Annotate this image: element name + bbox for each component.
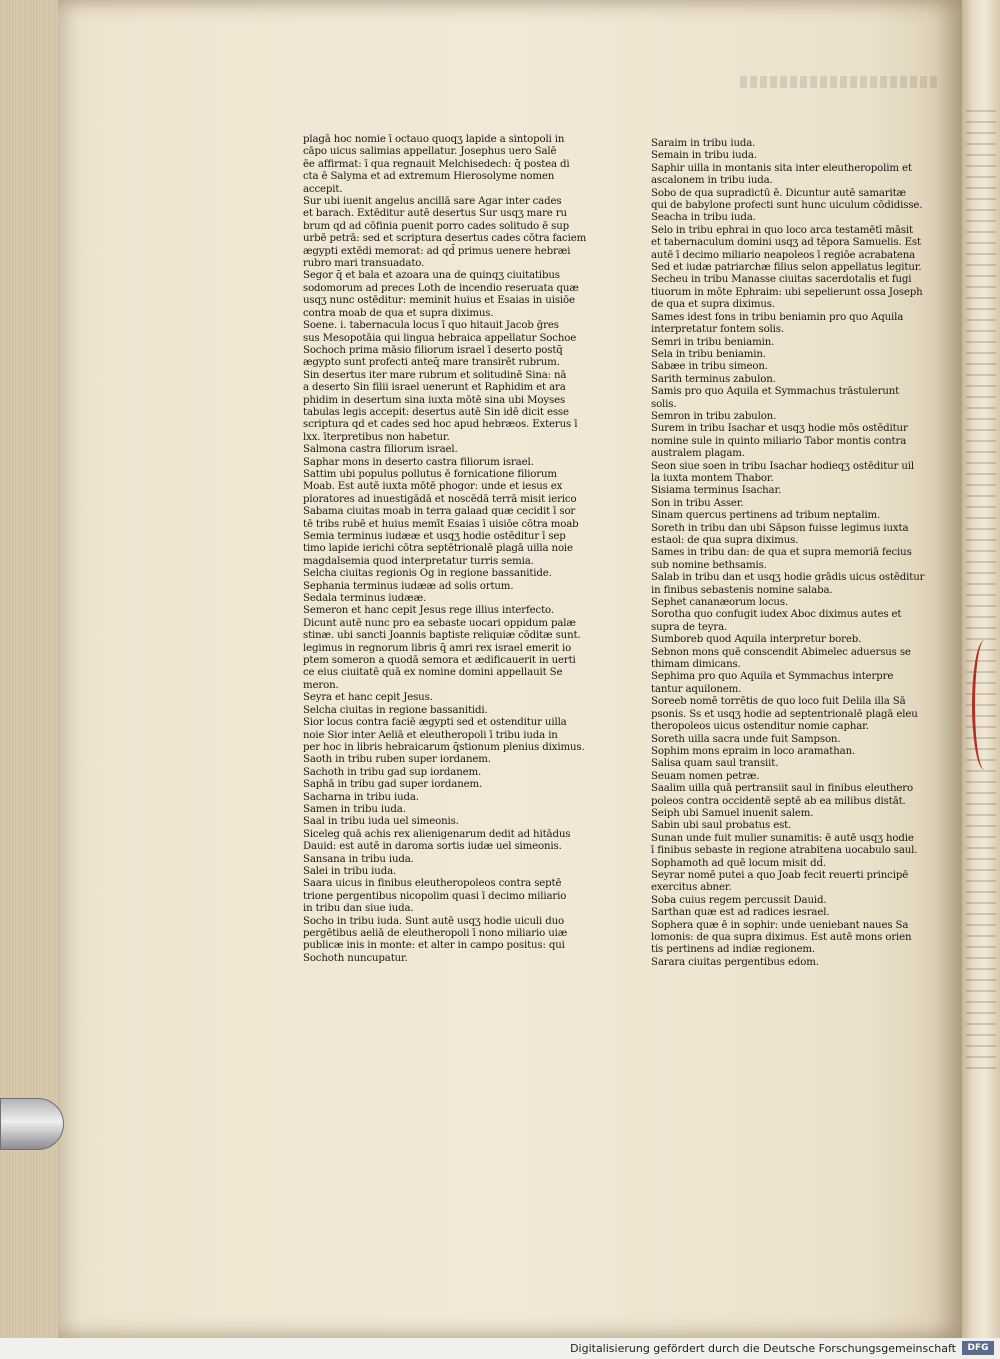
text-line: meron. (303, 679, 339, 691)
text-line: Semri in tribu beniamin. (651, 336, 775, 348)
text-line: Socho in tribu iuda. Sunt autē usqʒ hodie uiculi duo (303, 915, 564, 927)
text-line: Saara uicus in finibus eleutheropoleos contra septē (303, 878, 562, 890)
text-line: Dicunt autē nunc pro ea sebaste uocari oppidum palæ (303, 617, 576, 629)
text-line: in tribu dan siue iuda. (303, 903, 414, 915)
text-line: Siceleg quā achis rex alienigenarum dedit ad hitādus (303, 828, 571, 840)
text-line: Selo in tribu ephrai in quo loco arca testamētī māsit (651, 224, 913, 236)
text-line: Sophamoth ad quē locum misit dd̄. (651, 857, 826, 869)
text-line: cāpo uicus salimias appellatur. Josephus uero Salē (303, 146, 557, 158)
text-line: Samen in tribu iuda. (303, 803, 406, 815)
footer-bar (0, 1338, 1000, 1359)
text-line: ascalonem in tribu iuda. (651, 175, 773, 187)
text-line: Sochoth nuncupatur. (303, 952, 408, 964)
text-line: Sed et iudæ patriarchæ filius selon appellatus legitur. (651, 262, 922, 274)
text-line: Sabæe in tribu simeon. (651, 361, 768, 373)
text-line: sodomorum ad preces Loth de incendio reseruata quæ (303, 282, 579, 294)
text-line: Seiph ubi Samuel inuenit salem. (651, 807, 814, 819)
text-line: la iuxta montem Thabor. (651, 472, 774, 484)
text-line: Sephania terminus iudææ ad solis ortum. (303, 580, 514, 592)
text-line: Sabama ciuitas moab in terra galaad quæ cecidit ī sor (303, 506, 576, 518)
facing-page-edge (962, 0, 1000, 1338)
text-line: Sedala terminus iudææ. (303, 593, 427, 605)
text-line: Samis pro quo Aquila et Symmachus trāstulerunt (651, 386, 900, 398)
text-line: tiuorum in mōte Ephraim: ubi sepelierunt ossa Joseph (651, 286, 923, 298)
text-line: tantur aquilonem. (651, 683, 742, 695)
text-line: plagā hoc nomie ī octauo quoqʒ lapide a sintopoli in (303, 134, 565, 145)
text-line: urbē petrā: sed et scriptura desertus cades cōtra faciem (303, 233, 587, 245)
text-line: Sames in tribu dan: de qua et supra memoriā fecius (651, 547, 912, 559)
text-line: brum qd ad cōfinia puenit porro cades solitudo ē sup (303, 220, 569, 232)
text-line: usqʒ nunc ostēditur: meminit huius et Esaias in uisiōe (303, 295, 575, 307)
text-line: qui de babylone profecti sunt hunc uiculum cōdidisse. (651, 200, 923, 212)
show-through-header (740, 76, 940, 88)
dfg-logo: DFG (962, 1341, 994, 1355)
text-line: et barach. Extēditur autē desertus Sur usqʒ mare ru (303, 208, 567, 220)
text-line: contra moab de qua et supra diximus. (303, 307, 494, 319)
text-line: Saalim uilla quā pertransiit saul in finibus eleuthero (651, 783, 913, 795)
text-line: Son in tribu Asser. (651, 497, 744, 509)
text-line: Sinam quercus pertinens ad tribum neptalim. (651, 510, 881, 522)
text-line: ce eius ciuitatē quā ex nomine domini appellauit Se (303, 667, 563, 679)
text-line: solis. (651, 398, 677, 410)
text-line: magdalsemia quod interpretatur turris semia. (303, 555, 534, 567)
text-line: Seyrar nomē putei a quo Joab fecit reuerti principē (651, 869, 909, 881)
text-line: Sacharna in tribu iuda. (303, 791, 419, 803)
text-line: legimus in regnorum libris q̄ amri rex israel emerit io (303, 642, 572, 654)
text-line: Soreeb nomē torrētis de quo loco fuit Delila illa Sā (651, 696, 906, 708)
text-line: cta ē Salyma et ad extremum Hierosolyme nomen (303, 171, 555, 183)
text-line: Sur ubi iuenit angelus ancillā sare Agar inter cades (303, 196, 562, 208)
text-line: Saphar mons in deserto castra filiorum israel. (303, 456, 534, 468)
text-line: accepit. (303, 183, 343, 195)
text-line: tē tribs rubē et huius memīt Esaias ī uisiōe cōtra moab (303, 518, 579, 530)
text-line: Seacha in tribu iuda. (651, 212, 756, 224)
text-line: estaol: de qua supra diximus. (651, 535, 799, 546)
text-line: Secheu in tribu Manasse ciuitas sacerdotalis et fugi (651, 274, 912, 286)
text-column-right (651, 138, 931, 969)
text-line: Surem in tribu Isachar et usqʒ hodie mōs ostēditur (651, 423, 908, 435)
rubrication-mark (972, 640, 997, 770)
text-line: Semron in tribu zabulon. (651, 410, 777, 422)
digitization-credit: Digitalisierung gefördert durch die Deutsche Forschungsgemeinschaft (570, 1342, 956, 1355)
text-line: Sarith terminus zabulon. (651, 373, 776, 385)
text-line: ptem someron a quodā semora et ædificauerit in uerti (303, 655, 576, 667)
text-column-left (303, 134, 587, 965)
text-line: sus Mesopotāia qui lingua hebraica appellatur Sochoe (303, 332, 577, 344)
text-line: Saraim in tribu iuda. (651, 138, 756, 149)
text-line: Sephima pro quo Aquila et Symmachus interpre (651, 671, 894, 683)
text-line: Soene. i. tabernacula locus ī quo hitauit Jacob ḡres (303, 320, 559, 332)
text-line: ploratores ad inuestigādā et noscēdā terrā misit ierico (303, 493, 577, 505)
text-line: nomine sule in quinto miliario Tabor montis contra (651, 435, 907, 447)
text-line: autē ī decimo miliario neapoleos ī regiōe acrabatena (651, 249, 916, 261)
text-line: Saphā in tribu gad super iordanem. (303, 779, 483, 791)
text-line: ægypti extēdi memorat: ad qd̄ primus uenere hebræi (303, 245, 571, 257)
text-line: pergētibus aeliā de eleutheropoli ī nono miliario uiæ (303, 928, 568, 939)
text-line: de qua et supra diximus. (651, 299, 775, 311)
text-line: Saal in tribu iuda uel simeonis. (303, 816, 459, 828)
text-line: theropoleos uicus ostenditur nomie caphar. (651, 721, 869, 733)
text-line: poleos contra occidentē septē ab ea milibus distāt. (651, 795, 906, 807)
text-line: Semain in tribu iuda. (651, 150, 757, 162)
text-line: trione pergentibus nicopolim quasi ī decimo miliario (303, 890, 567, 902)
text-line: exercitus abner. (651, 882, 732, 894)
text-line: australem plagam. (651, 448, 745, 460)
text-line: Salisa quam saul transiit. (651, 758, 779, 770)
text-line: Salei in tribu iuda. (303, 865, 397, 877)
text-line: Sabin ubi saul probatus est. (651, 820, 792, 832)
text-line: phidim in desertum sina iuxta mōtē sina ubi Moyses (303, 394, 566, 406)
text-line: Soreth uilla sacra unde fuit Sampson. (651, 733, 841, 745)
text-line: Segor q̄ et bala et azoara una de quinqʒ ciuitatibus (303, 270, 560, 282)
text-line: lomonis: de qua supra diximus. Est autē mons orien (651, 932, 912, 943)
text-line: Sisiama terminus Isachar. (651, 485, 782, 497)
text-line: Sattim ubi populus pollutus ē fornicatione filiorum (303, 468, 557, 480)
text-line: tis pertinens ad indiæ regionem. (651, 944, 815, 956)
text-line: Sophera quæ ē in sophir: unde ueniebant naues Sa (651, 919, 909, 931)
bleed-through-text (966, 110, 996, 1070)
text-line: interpretatur fontem solis. (651, 324, 784, 336)
text-line: noie Sior inter Aeliā et eleutheropoli ī tribu iuda in (303, 729, 558, 741)
text-line: Sin desertus iter mare rubrum et solitudinē Sina: nā (303, 369, 567, 381)
text-line: Sansana in tribu iuda. (303, 853, 414, 865)
text-line: publicæ inis in monte: et alter in campo positus: qui (303, 940, 565, 952)
text-line: ī finibus sebaste in regione atrabitena uocabulo saul. (651, 845, 918, 857)
text-line: Semeron et hanc cepit Jesus rege illius interfecto. (303, 605, 554, 617)
text-line: psonis. Ss et usqʒ hodie ad septentrionalē plagā eleu (651, 708, 918, 720)
text-line: Semia terminus iudææ et usqʒ hodie ostēditur ī sep (303, 531, 566, 542)
text-line: Sophim mons epraim in loco aramathan. (651, 745, 856, 757)
text-line: in finibus sebastenis nomine salaba. (651, 584, 833, 596)
text-line: per hoc in libris hebraicarum q̄stionum plenius diximus. (303, 741, 585, 753)
text-line: scriptura qd et cades sed hoc apud hebræos. Exterus ī (303, 419, 578, 431)
text-line: Seyra et hanc cepit Jesus. (303, 692, 433, 704)
text-line: tabulas legis accepit: desertus autē Sin idē dicit esse (303, 406, 569, 418)
text-line: Sachoth in tribu gad sup iordanem. (303, 766, 482, 778)
text-line: ægypto sunt profecti anteq̄ mare transirēt rubrum. (303, 357, 560, 369)
text-line: Seuam nomen petræ. (651, 770, 760, 782)
text-line: Selcha ciuitas in regione bassanitidi. (303, 704, 488, 716)
text-line: Sochoch prima māsio filiorum israel ī deserto postq̄ (303, 344, 563, 356)
text-line: Salmona castra filiorum israel. (303, 444, 458, 456)
text-line: Sela in tribu beniamin. (651, 348, 766, 360)
text-line: timo lapide ierichi cōtra septētrionalē plagā uilla noie (303, 543, 573, 555)
text-line: thimam dimicans. (651, 659, 741, 671)
text-line: supra de teyra. (651, 621, 728, 633)
text-line: Soba cuius regem percussit Dauid. (651, 894, 827, 906)
text-line: Sames idest fons in tribu beniamin pro quo Aquila (651, 311, 904, 323)
text-line: sub nomine bethsamis. (651, 559, 767, 571)
text-line: Sarara ciuitas pergentibus edom. (651, 956, 819, 968)
text-line: Salab in tribu dan et usqʒ hodie grādis uicus ostēditur (651, 572, 925, 584)
text-line: et tabernaculum domini usqʒ ad tēpora Samuelis. Est (651, 237, 921, 249)
text-line: Sorotha quo confugit iudex Aboc diximus autes et (651, 609, 902, 621)
text-line: rubro mari transuadato. (303, 258, 425, 270)
text-line: Sunan unde fuit mulier sunamitis: ē autē usqʒ hodie (651, 832, 914, 844)
text-line: Moab. Est autē iuxta mōtē phogor: unde et iesus ex (303, 481, 563, 493)
page-clip (0, 1098, 64, 1150)
text-line: Soreth in tribu dan ubi Sāpson fuisse legimus iuxta (651, 522, 909, 534)
text-line: Sebnon mons quē conscendit Abimelec aduersus se (651, 646, 911, 658)
text-line: Seon siue soen in tribu Isachar hodieqʒ ostēditur uil (651, 460, 914, 472)
text-line: Sior locus contra faciē ægypti sed et ostenditur uilla (303, 717, 567, 729)
text-line: Sumboreb quod Aquila interpretur boreb. (651, 634, 862, 646)
text-line: lxx. īterpretibus non habetur. (303, 431, 450, 443)
text-line: Saoth in tribu ruben super iordanem. (303, 754, 491, 766)
text-line: Sobo de qua supradictū ē. Dicuntur autē samaritæ (651, 187, 906, 199)
text-line: Sarthan quæ est ad radices iesrael. (651, 907, 830, 919)
text-line: ēe affirmat: ī qua regnauit Melchisedech: q̄ postea di (303, 158, 570, 170)
text-line: Sephet cananæorum locus. (651, 597, 788, 609)
text-line: Saphir uilla in montanis sita inter eleutheropolim et (651, 162, 912, 174)
text-line: stinæ. ubi sancti Joannis baptiste reliquiæ cōditæ sunt. (303, 630, 581, 642)
text-line: Dauid: est autē in daroma sortis iudæ uel simeonis. (303, 841, 562, 853)
text-line: a deserto Sin filii israel uenerunt et Raphidim et ara (303, 382, 566, 394)
text-line: Selcha ciuitas regionis Og in regione bassanitide. (303, 568, 552, 580)
